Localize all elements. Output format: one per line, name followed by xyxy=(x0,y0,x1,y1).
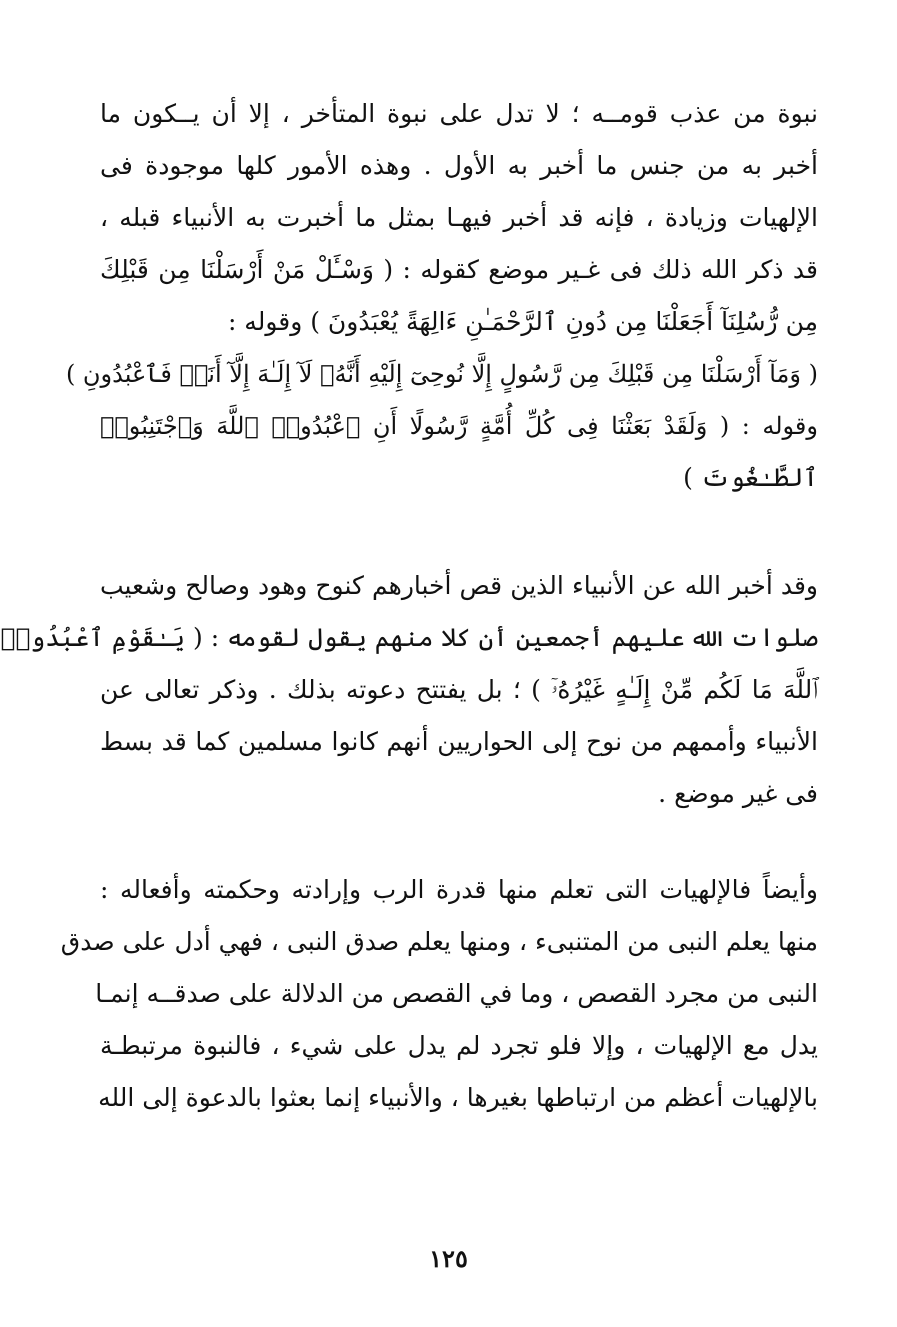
paragraph-spacer xyxy=(100,820,818,864)
quran-verse-line: وقوله : ( وَلَقَدْ بَعَثْنَا فِى كُلِّ أُمَّةٍ رَّسُولًا أَنِ ٱعْبُدُوا۟ ٱللَّهَ وَٱجْتَنِبُوا۟ xyxy=(100,412,818,440)
text-line: منها يعلم النبى من المتنبىء ، ومنها يعلم صدق النبى ، فهي أدل على صدق xyxy=(60,927,818,956)
text-line: أخبر به من جنس ما أخبر به الأول . وهذه الأمور كلها موجودة فى xyxy=(100,151,818,180)
text-line: صلوات الله عليهم أجمعين أن كلا منهم يقول لقومه : ( يَـٰقَوْمِ ٱعْبُدُوا۟ xyxy=(0,623,818,652)
quran-verse-line: ( وَمَآ أَرْسَلْنَا مِن قَبْلِكَ مِن رَّسُولٍ إِلَّا نُوحِىٓ إِلَيْهِ أَنَّهُۥ لَآ إِلَـٰهَ إِلَّآ أَنَا۠ فَٱعْبُدُونِ ) xyxy=(65,360,818,388)
paragraph-1 xyxy=(65,88,818,504)
text-line: ٱللَّهَ مَا لَكُم مِّنْ إِلَـٰهٍ غَيْرُهُۥٓ ) ؛ بل يفتتح دعوته بذلك . وذكر تعالى عن xyxy=(100,675,818,704)
quran-verse-line: ٱلطَّـٰغُوتَ ) xyxy=(683,463,818,492)
page-number: ١٢٥ xyxy=(429,1244,468,1273)
text-line: يدل مع الإلهيات ، وإلا فلو تجرد لم يدل على شيء ، فالنبوة مرتبطـة xyxy=(100,1031,818,1060)
text-line: الإلهيات وزيادة ، فإنه قد أخبر فيهـا بمثل ما أخبرت به الأنبياء قبله ، xyxy=(100,203,818,232)
text-line: قد ذكر الله ذلك فى غـير موضع كقوله : ( وَسْـَٔلْ مَنْ أَرْسَلْنَا مِن قَبْلِكَ xyxy=(100,255,818,284)
paragraph-2 xyxy=(0,560,818,820)
text-line: بالإلهيات أعظم من ارتباطها بغيرها ، والأنبياء إنما بعثوا بالدعوة إلى الله xyxy=(98,1083,818,1112)
paragraph-spacer xyxy=(100,504,818,560)
text-line: فى غير موضع . xyxy=(658,779,818,808)
text-line: الأنبياء وأممهم من نوح إلى الحواريين أنهم كانوا مسلمين كما قد بسط xyxy=(100,727,818,756)
quran-verse-line: مِن رُّسُلِنَآ أَجَعَلْنَا مِن دُونِ ٱلرَّحْمَـٰنِ ءَالِهَةً يُعْبَدُونَ ) وقوله : xyxy=(227,307,818,336)
text-line: نبوة من عذب قومــه ؛ لا تدل على نبوة المتأخر ، إلا أن يــكون ما xyxy=(100,99,818,128)
text-line: وأيضاً فالإلهيات التى تعلم منها قدرة الرب وإرادته وحكمته وأفعاله : xyxy=(100,875,818,904)
paragraph-3 xyxy=(60,864,818,1124)
text-line: النبى من مجرد القصص ، وما في القصص من الدلالة على صدقــه إنمـا xyxy=(95,979,818,1008)
text-line: وقد أخبر الله عن الأنبياء الذين قص أخبارهم كنوح وهود وصالح وشعيب xyxy=(100,571,818,600)
page-body xyxy=(0,88,818,1124)
